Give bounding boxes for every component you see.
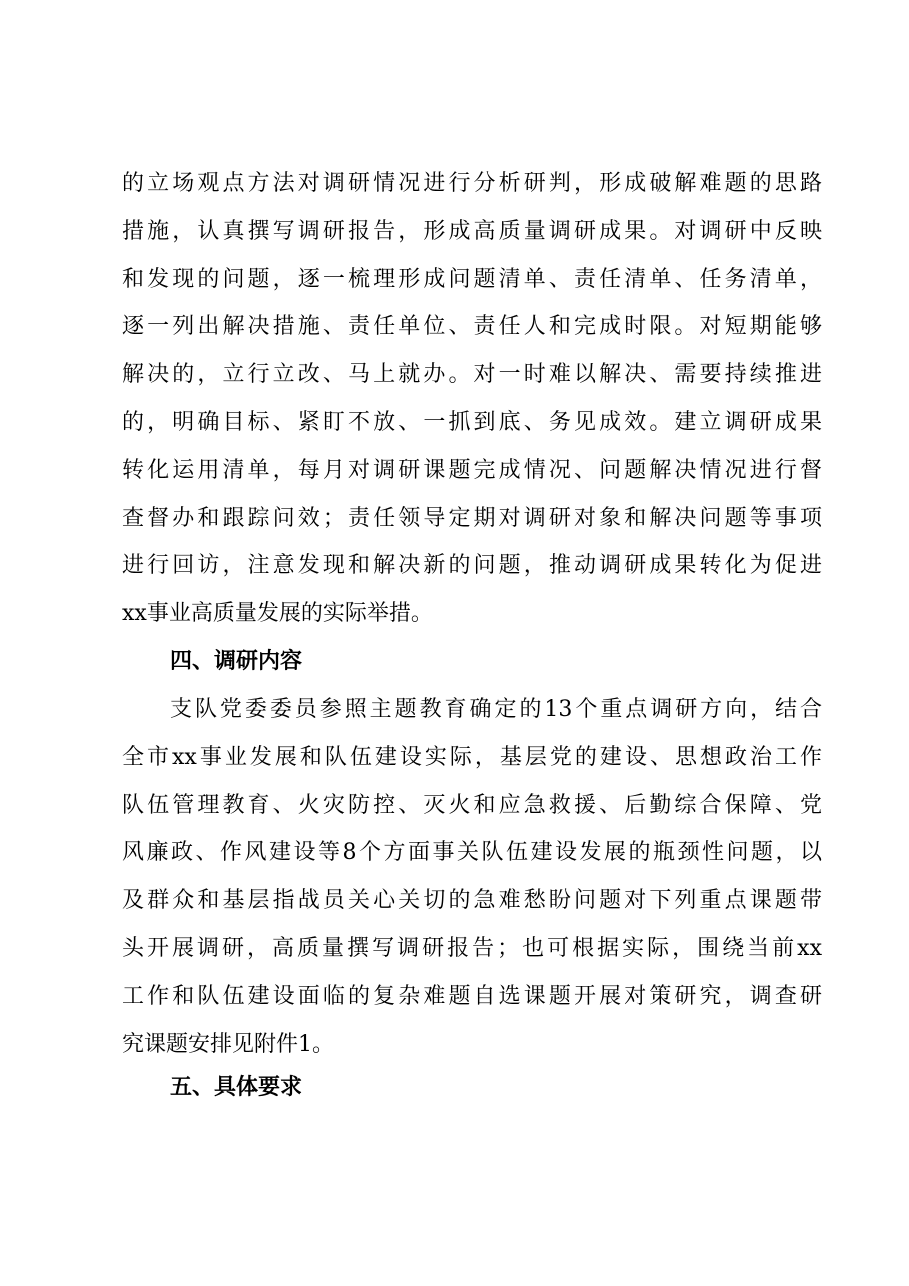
paragraph-line: 风廉政、作风建设等8个方面事关队伍建设发展的瓶颈性问题，以	[122, 840, 822, 866]
paragraph-line: 进行回访，注意发现和解决新的问题，推动调研成果转化为促进	[122, 553, 822, 579]
paragraph-research-content	[122, 686, 822, 1068]
paragraph-line: 的，明确目标、紧盯不放、一抓到底、务见成效。建立调研成果	[122, 409, 822, 435]
paragraph-line-last: xx事业高质量发展的实际举措。	[122, 601, 433, 627]
section-heading: 四、调研内容	[170, 649, 303, 674]
paragraph-line: 转化运用清单，每月对调研课题完成情况、问题解决情况进行督	[122, 457, 822, 483]
paragraph-line: 逐一列出解决措施、责任单位、责任人和完成时限。对短期能够	[122, 314, 822, 340]
paragraph-line: 的立场观点方法对调研情况进行分析研判，形成破解难题的思路	[122, 171, 822, 196]
paragraph-line: 头开展调研，高质量撰写调研报告；也可根据实际，围绕当前xx	[122, 935, 822, 961]
paragraph-research-results	[122, 160, 822, 638]
section-heading-specific-requirements	[122, 1064, 822, 1112]
paragraph-line-first: 支队党委委员参照主题教育确定的13个重点调研方向，结合	[170, 697, 822, 722]
paragraph-line-last: 究课题安排见附件1。	[122, 1031, 334, 1057]
paragraph-line: 解决的，立行立改、马上就办。对一时难以解决、需要持续推进	[122, 362, 822, 388]
paragraph-line: 及群众和基层指战员关心关切的急难愁盼问题对下列重点课题带	[122, 888, 822, 914]
paragraph-line: 全市xx事业发展和队伍建设实际，基层党的建设、思想政治工作	[122, 744, 822, 770]
section-heading: 五、具体要求	[170, 1075, 303, 1100]
paragraph-line: 工作和队伍建设面临的复杂难题自选课题开展对策研究，调查研	[122, 983, 822, 1009]
section-heading-research-content	[122, 638, 822, 686]
paragraph-line: 措施，认真撰写调研报告，形成高质量调研成果。对调研中反映	[122, 218, 822, 244]
paragraph-line: 查督办和跟踪问效；责任领导定期对调研对象和解决问题等事项	[122, 505, 822, 531]
paragraph-line: 和发现的问题，逐一梳理形成问题清单、责任清单、任务清单，	[122, 266, 822, 292]
paragraph-line: 队伍管理教育、火灾防控、灭火和应急救援、后勤综合保障、党	[122, 792, 822, 818]
